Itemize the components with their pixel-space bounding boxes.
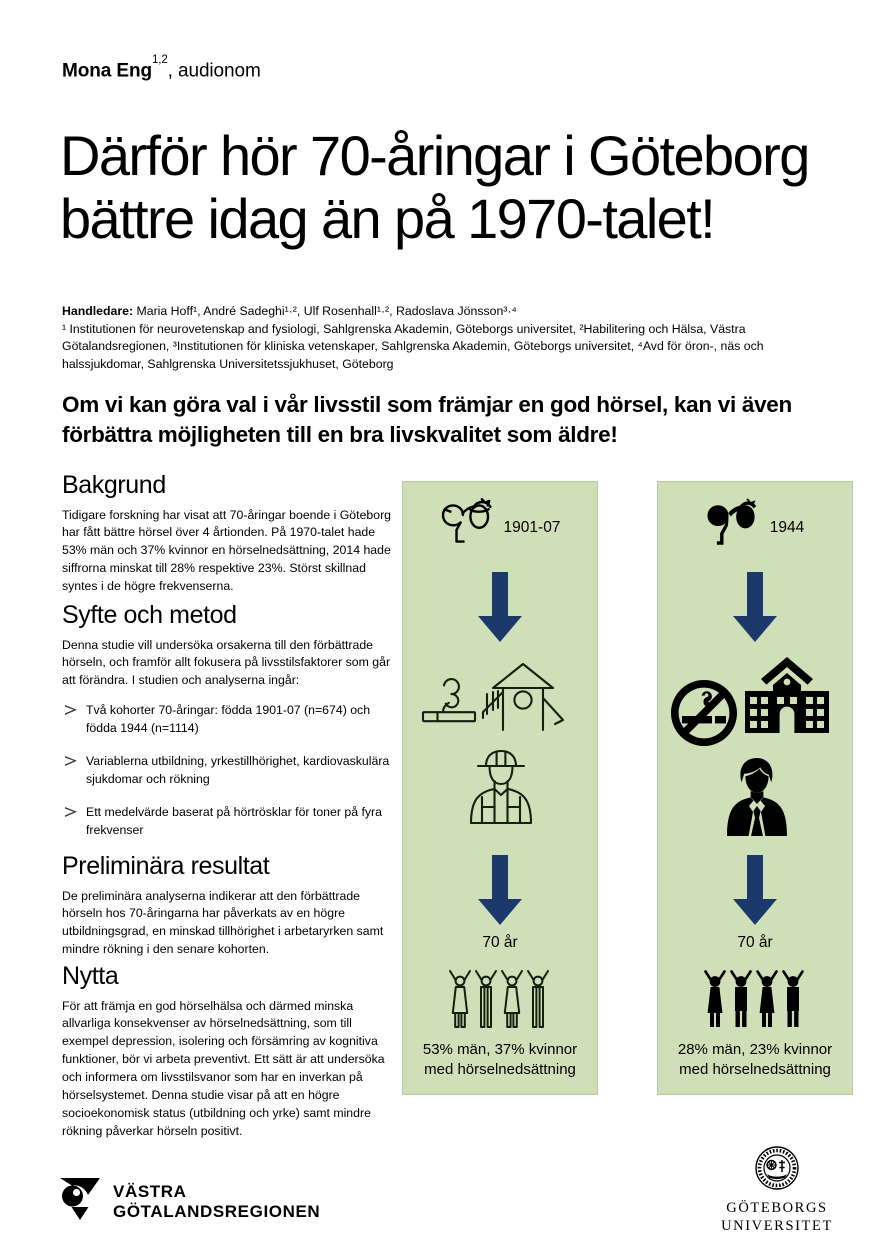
panel-caption-right: 28% män, 23% kvinnor med hörselnedsättning (677, 1041, 833, 1079)
arrow-down-icon (731, 855, 779, 927)
businessman-icon (717, 756, 797, 843)
section-resultat (62, 853, 392, 959)
list-item-label: Variablerna utbildning, yrkestillhörighet, kardiovaskulära sjukdomar och rökning (86, 754, 390, 787)
supervisors-block (62, 303, 842, 374)
goteborgs-universitet-logo (712, 1146, 842, 1235)
section-body-resultat: De preliminära analyserna indikerar att den förbättrade hörseln hos 70-åringarna har påverkats av en högre utbildningsgrad, en minskad tillhörighet i arbetaryrken samt mindre rökning i den senare kohorten. (62, 888, 384, 957)
section-body-nytta: För att främja en god hörselhälsa och därmed minska allvarliga konsekvenser av hörselnedsättning, som till exempel depression, isolering och försämring av kognitiva funktioner, bör vi arbeta preventivt. Ett sätt är att undersöka och informera om livsstilsvanor som har en inverkan på hörselsystemet. Denna studie visar på att en högre socioekonomisk status (utbildning och yrke) samt mindre rökning påverkar hörseln positivt. (62, 998, 385, 1139)
birth-year-right: 1944 (769, 518, 805, 536)
section-heading-bakgrund: Bakgrund (62, 471, 166, 499)
affiliations-text: ¹ Institutionen för neurovetenskap and fysiologi, Sahlgrenska Akademin, Göteborgs universitet, ²Habilitering och Hälsa, Västra Götalandsregionen, ³Institutionen för kliniska vetenskaper, Sahlgrenska Akademin, Göteborgs universitet, ⁴Avd för öron-, näs och halssjukdomar, Sahlgrenska Universitetssjukhuset, Göteborg (62, 321, 764, 372)
vgr-mark-icon (58, 1176, 102, 1227)
birth-row-right (658, 496, 852, 559)
birth-row-left (403, 496, 597, 559)
people-group-outline-icon (403, 969, 597, 1031)
stork-filled-icon (706, 496, 762, 559)
panel-caption-left: 53% män, 37% kvinnor med hörselnedsättning (422, 1041, 578, 1079)
playhouse-outline-icon (479, 662, 567, 743)
list-item (62, 804, 392, 840)
section-body-syfte: Denna studie vill undersöka orsakerna till den förbättrade hörseln, och framför allt fokusera på livsstilsfaktorer som går att förändra. I studien och analyserna ingår: (62, 637, 391, 688)
vgr-line-2: GÖTALANDSREGIONEN (113, 1201, 321, 1221)
age-label-left: 70 år (482, 934, 518, 951)
arrow-bullet-icon (64, 754, 80, 768)
gu-line-1: GÖTEBORGS (726, 1200, 828, 1216)
supervisors-label: Handledare: (62, 304, 134, 318)
vgr-logo-text (113, 1182, 320, 1220)
gu-seal-icon (755, 1177, 799, 1194)
section-heading-resultat: Preliminära resultat (62, 852, 270, 880)
list-item-label: Två kohorter 70-åringar: födda 1901-07 (n=674) och födda 1944 (n=1114) (86, 703, 371, 736)
method-bullet-list (62, 702, 392, 840)
supervisors-names: Maria Hoff¹, André Sadeghi¹·², Ulf Rosenhall¹·², Radoslava Jönsson³·⁴ (136, 304, 517, 318)
list-item (62, 753, 392, 789)
vgr-line-1: VÄSTRA (113, 1182, 187, 1202)
section-heading-syfte: Syfte och metod (62, 601, 237, 629)
section-heading-nytta: Nytta (62, 962, 119, 990)
vastra-gotalandsregionen-logo (58, 1176, 320, 1227)
supervisors-line (62, 303, 842, 321)
section-body-bakgrund: Tidigare forskning har visat att 70-åringar boende i Göteborg har fått bättre hörsel över 4 årtionden. På 1970-talet hade 53% män och 37% kvinnor en hörselnedsättning, 2014 hade siffrorna minskat till 28% respektive 23%. Störst skillnad syntes i de högre frekvenserna. (62, 507, 392, 594)
cohort-panel-right (657, 481, 853, 1095)
school-building-icon (741, 657, 833, 738)
author-affiliation-marker: 1,2 (151, 53, 168, 66)
birth-year-left: 1901-07 (503, 518, 561, 536)
list-item-label: Ett medelvärde baserat på hörtrösklar för toner på fyra frekvenser (86, 805, 382, 838)
arrow-down-icon (476, 572, 524, 644)
cohort-panel-left (402, 481, 598, 1095)
gu-line-2: UNIVERSITET (721, 1218, 833, 1235)
age-label-right: 70 år (737, 934, 773, 951)
section-syfte (62, 602, 392, 855)
list-item (62, 702, 392, 738)
author-name: Mona Eng (62, 60, 152, 82)
arrow-down-icon (476, 855, 524, 927)
arrow-bullet-icon (64, 703, 80, 717)
no-smoking-icon (671, 680, 737, 751)
arrow-bullet-icon (64, 805, 80, 819)
gu-logo-text (712, 1199, 842, 1235)
page-title: Därför hör 70-åringar i Göteborg bättre idag än på 1970-talet! (60, 123, 809, 251)
section-bakgrund (62, 472, 392, 596)
people-group-filled-icon (658, 969, 852, 1031)
author-line (62, 53, 261, 82)
tagline: Om vi kan göra val i vår livsstil som främjar en god hörsel, kan vi även förbättra möjligheten till en bra livskvalitet som äldre! (62, 392, 792, 447)
section-nytta (62, 963, 392, 1141)
author-role: , audionom (167, 60, 261, 82)
cigarette-smoking-icon (421, 678, 483, 735)
stork-outline-icon (440, 496, 496, 559)
arrow-down-icon (731, 572, 779, 644)
construction-worker-icon (460, 743, 542, 834)
